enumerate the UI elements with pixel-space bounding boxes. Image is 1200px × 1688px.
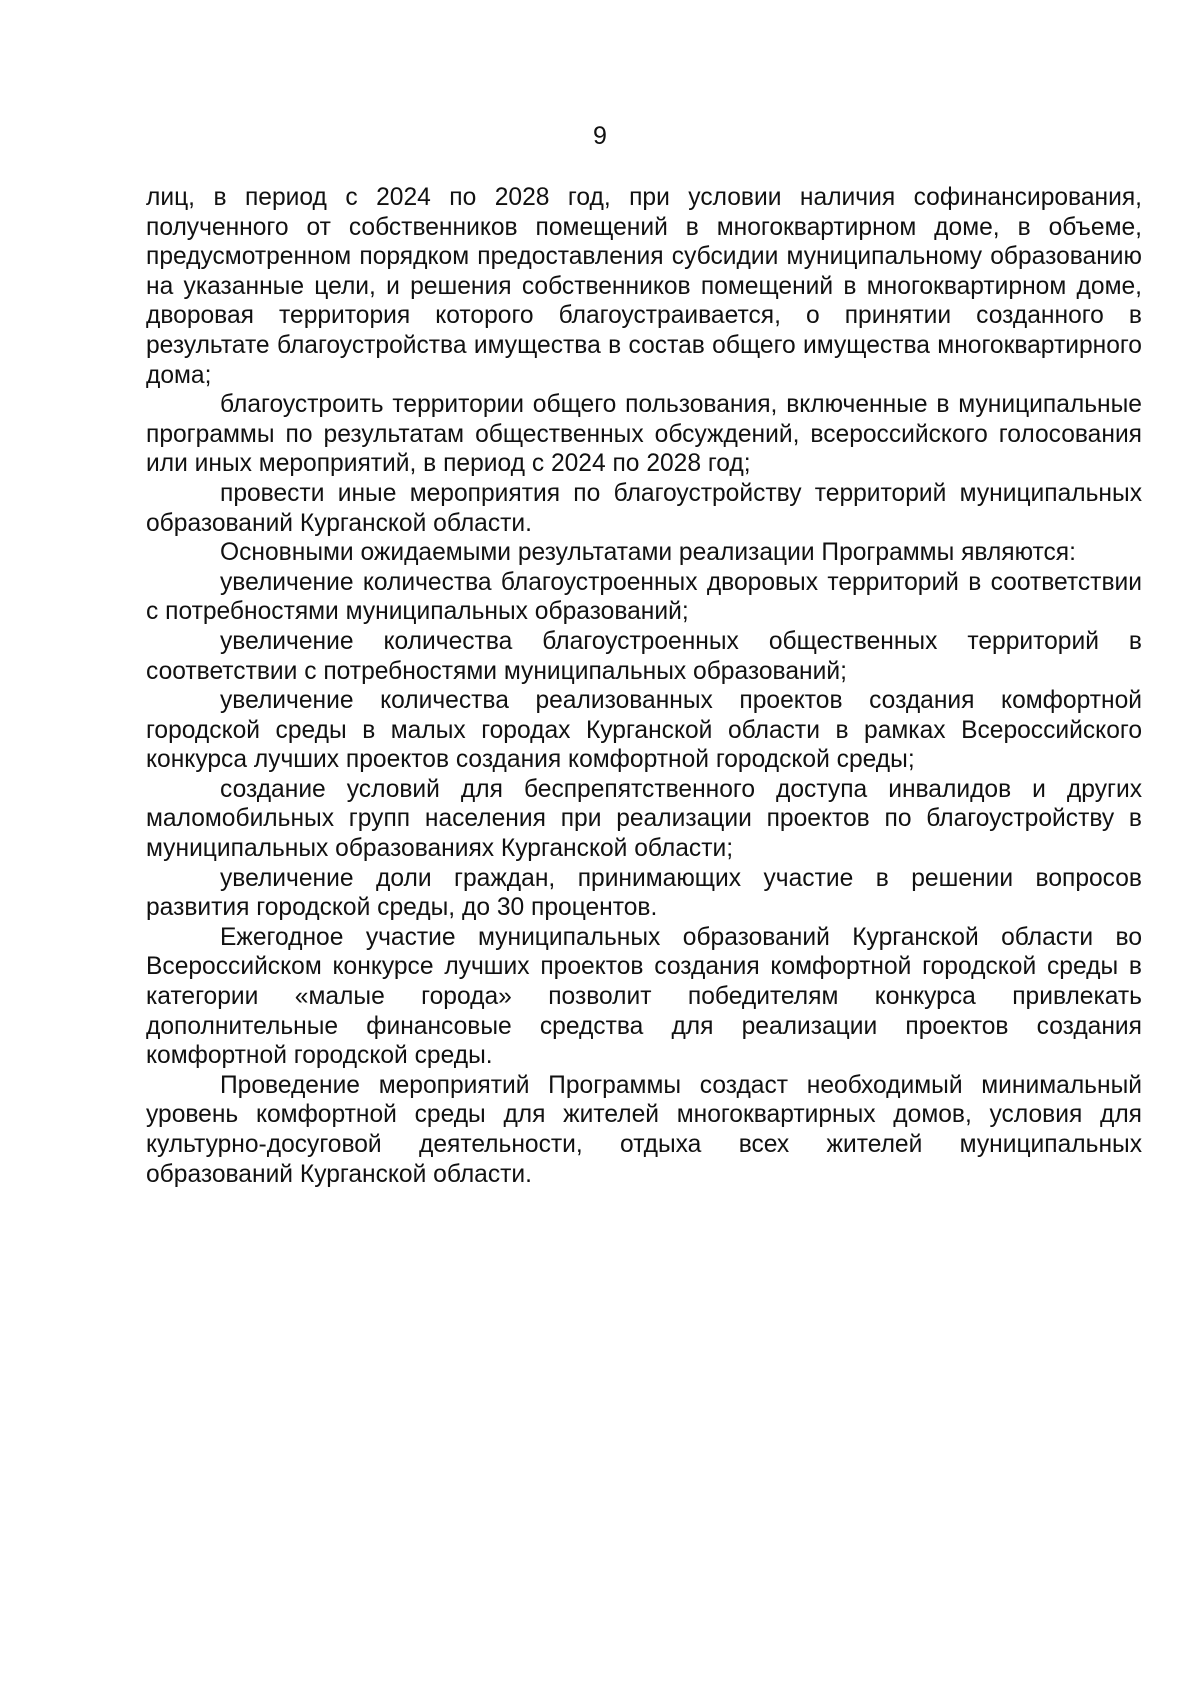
result-item-yard-territories: увеличение количества благоустроенных дворовых территорий в соответствии с потребностями муниципальных образований; (146, 568, 1142, 626)
paragraph-continuation: лиц, в период с 2024 по 2028 год, при условии наличия софинансирования, полученного от собственников помещений в многоквартирном доме, в объеме, предусмотренном порядком предоставления субсидии муниципальному образованию на указанные цели, и решения собственников помещений в многоквартирном доме, дворовая территория которого благоустраивается, о принятии созданного в результате благоустройства имущества в состав общего имущества многоквартирного дома; (146, 184, 1142, 389)
result-item-projects-small-towns: увеличение количества реализованных проектов создания комфортной городской среды в малых городах Курганской области в рамках Всероссийского конкурса лучших проектов создания комфортной городской среды; (146, 687, 1142, 774)
result-item-accessibility: создание условий для беспрепятственного доступа инвалидов и других маломобильных групп населения при реализации проектов по благоустройству в муниципальных образованиях Курганской области; (146, 775, 1142, 863)
result-item-citizen-participation: увеличение доли граждан, принимающих участие в решении вопросов развития городской среды, до 30 процентов. (146, 864, 1142, 922)
paragraph-annual-contest: Ежегодное участие муниципальных образований Курганской области во Всероссийском конкурсе лучших проектов создания комфортной городской среды в категории «малые города» позволит победителям конкурса привлекать дополнительные финансовые средства для реализации проектов создания комфортной городской среды. (146, 923, 1142, 1070)
paragraph-program-outcome: Проведение мероприятий Программы создаст необходимый минимальный уровень комфортной среды для жителей многоквартирных домов, условия для культурно-досуговой деятельности, отдыха всех жителей муниципальных образований Курганской области. (146, 1071, 1142, 1188)
paragraph-other-measures: провести иные мероприятия по благоустройству территорий муниципальных образований Курганской области. (146, 479, 1142, 537)
document-body (146, 183, 1142, 1189)
page-number: 9 (593, 122, 607, 150)
paragraph-expected-results-intro: Основными ожидаемыми результатами реализации Программы являются: (220, 539, 1076, 567)
paragraph-public-territories: благоустроить территории общего пользования, включенные в муниципальные программы по результатам общественных обсуждений, всероссийского голосования или иных мероприятий, в период с 2024 по 2028 год; (146, 391, 1142, 478)
result-item-public-territories: увеличение количества благоустроенных общественных территорий в соответствии с потребностями муниципальных образований; (146, 627, 1142, 685)
